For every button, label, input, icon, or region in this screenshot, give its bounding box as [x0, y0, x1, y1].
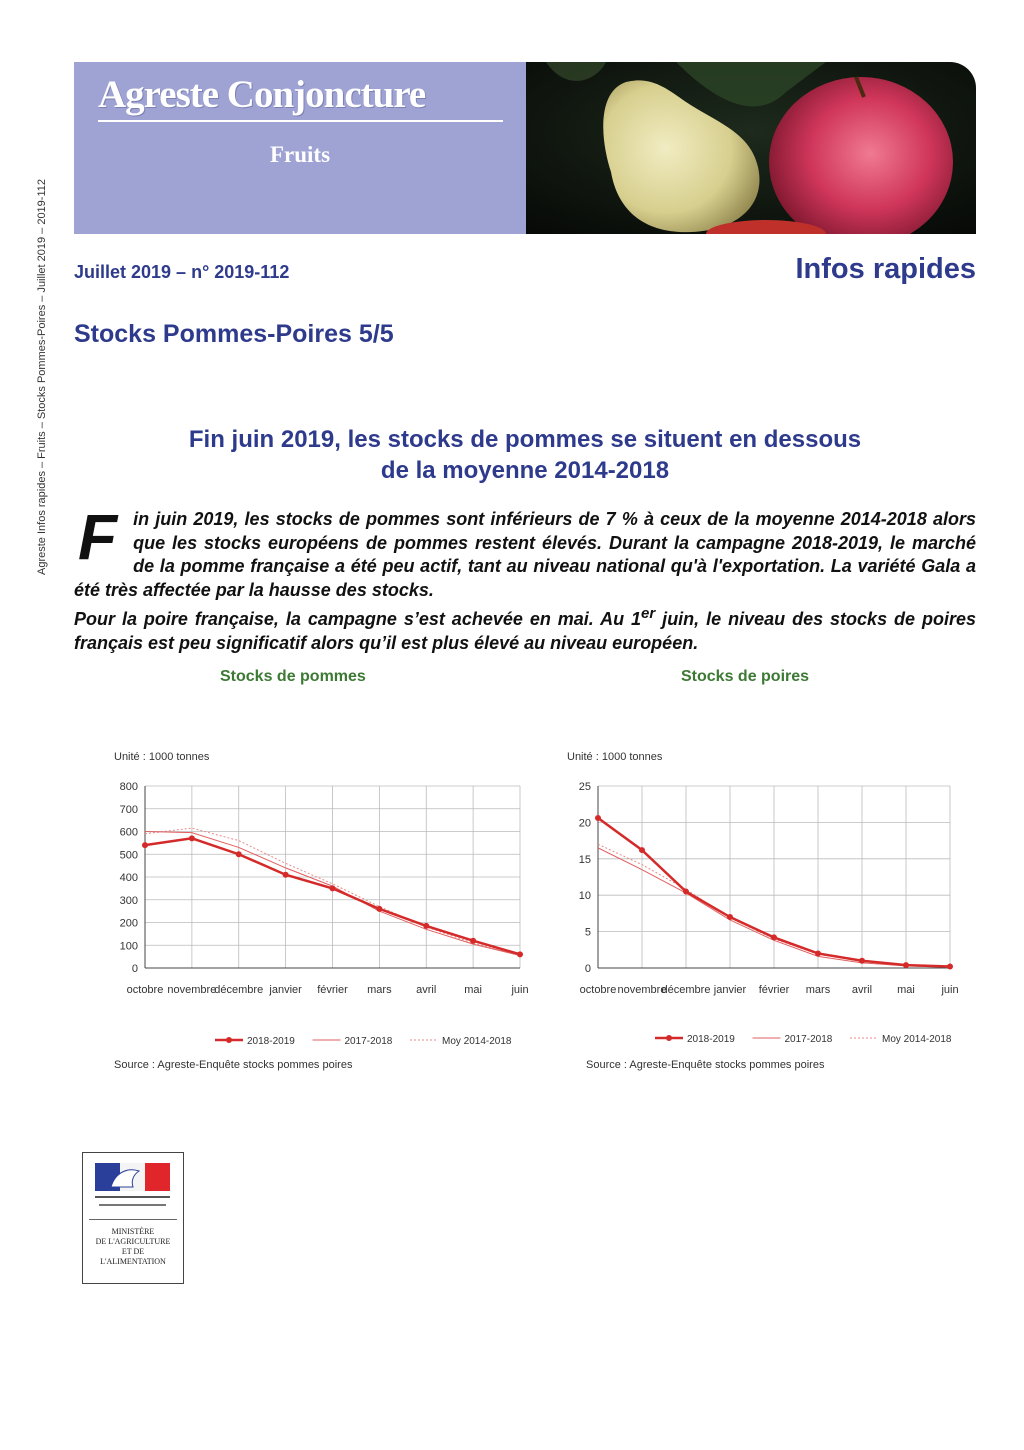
x-tick-label: janvier [713, 984, 747, 996]
unit-label: Unité : 1000 tonnes [567, 751, 663, 763]
x-tick-label: février [758, 984, 790, 996]
x-tick-label: janvier [269, 984, 302, 996]
data-point [236, 851, 242, 857]
legend-label: 2018-2019 [687, 1034, 735, 1045]
rubric-label: Fruits [269, 142, 331, 167]
y-tick-label: 25 [578, 781, 591, 793]
chart-svg [560, 740, 1000, 1080]
legend-marker [666, 1035, 672, 1041]
superscript-er: er [641, 605, 656, 622]
data-point [639, 847, 645, 853]
lead-text-2-end: juin, le niveau des stocks de poires français est peu significatif alors qu’il est plus élevé au niveau européen. [74, 609, 977, 653]
chart-stocks-pommes [100, 740, 540, 1085]
ministry-line-4: L'ALIMENTATION [100, 1257, 166, 1266]
lead-text-2 [74, 602, 976, 655]
y-tick-label: 800 [119, 781, 138, 793]
data-point [595, 815, 601, 821]
x-tick-label: mai [897, 984, 915, 996]
data-point [376, 906, 382, 912]
headline [100, 424, 950, 486]
x-tick-label: mars [367, 984, 392, 996]
data-point [470, 938, 476, 944]
x-tick-label: juin [941, 984, 959, 996]
data-point [771, 934, 777, 940]
data-point [727, 914, 733, 920]
x-tick-label: février [317, 984, 348, 996]
data-point [142, 842, 148, 848]
x-tick-label: novembre [617, 984, 667, 996]
x-tick-label: décembre [661, 984, 711, 996]
chart-title-pommes: Stocks de pommes [220, 668, 366, 685]
x-tick-label: octobre [579, 984, 617, 996]
x-tick-label: décembre [214, 984, 264, 996]
drop-cap: F [78, 501, 118, 573]
data-point [189, 835, 195, 841]
y-tick-label: 300 [119, 894, 138, 907]
y-tick-label: 0 [584, 963, 591, 975]
header-banner [74, 62, 976, 234]
data-point [947, 964, 953, 970]
section-title: Stocks Pommes-Poires 5/5 [74, 320, 394, 348]
agreste-logo: Agreste Conjoncture [98, 73, 426, 116]
headline-line-2: de la moyenne 2014-2018 [380, 457, 670, 484]
legend-label: Moy 2014-2018 [882, 1034, 952, 1045]
chart-stocks-poires [560, 740, 1000, 1085]
x-tick-label: mars [805, 984, 831, 996]
chart-svg [100, 740, 540, 1080]
ministry-name [85, 1227, 181, 1267]
y-tick-label: 600 [119, 826, 138, 839]
ministry-line-1: MINISTÈRE [111, 1227, 155, 1236]
ministry-line-2: DE L'AGRICULTURE [95, 1237, 171, 1246]
lead-text-1: in juin 2019, les stocks de pommes sont inférieurs de 7 % à ceux de la moyenne 2014-2018 alors que les stocks européens de pommes restent élevés. Durant la campagne 2018-2019, le marché de la pomme française a été peu actif, tant au niveau national qu'à l'exportation. La variété Gala a été très affectée par la hausse des stocks. [74, 509, 976, 600]
source-note: Source : Agreste-Enquête stocks pommes poires [114, 1059, 353, 1071]
x-tick-label: mai [464, 984, 482, 996]
fruit-photo [526, 62, 976, 234]
data-point [330, 885, 336, 891]
x-tick-label: novembre [167, 984, 217, 996]
unit-label: Unité : 1000 tonnes [114, 751, 210, 763]
x-tick-label: juin [511, 984, 529, 996]
y-tick-label: 400 [119, 872, 138, 884]
y-tick-label: 100 [119, 940, 138, 953]
data-point [903, 962, 909, 968]
x-tick-label: avril [416, 984, 437, 996]
ministry-logo [82, 1152, 184, 1284]
data-point [683, 889, 689, 895]
y-tick-label: 5 [584, 926, 591, 939]
source-note: Source : Agreste-Enquête stocks pommes poires [586, 1059, 825, 1071]
legend-label: 2017-2018 [784, 1034, 833, 1045]
marianne-emblem [83, 1153, 183, 1219]
data-point [859, 958, 865, 964]
banner-title-area [74, 62, 526, 234]
lead-paragraph [74, 501, 977, 655]
x-tick-label: octobre [126, 984, 164, 996]
legend-label: 2017-2018 [344, 1036, 393, 1047]
logo-underline [98, 120, 503, 122]
issue-number: Juillet 2019 – n° 2019-112 [74, 262, 290, 282]
side-running-text: Agreste Infos rapides – Fruits – Stocks Pommes-Poires – Juillet 2019 – 2019-112 [36, 179, 48, 575]
legend-marker [226, 1037, 232, 1043]
chart-title-poires: Stocks de poires [681, 668, 810, 685]
data-point [423, 923, 429, 929]
data-point [815, 950, 821, 956]
legend-label: Moy 2014-2018 [442, 1036, 512, 1047]
y-tick-label: 10 [578, 890, 591, 903]
lead-text-2-start: Pour la poire française, la campagne s’est achevée en mai. Au 1 [74, 609, 642, 629]
data-point [283, 872, 289, 878]
data-point [517, 951, 523, 957]
x-tick-label: avril [851, 984, 873, 996]
publication-type: Infos rapides [795, 253, 976, 285]
y-tick-label: 0 [131, 963, 138, 975]
ministry-line-3: ET DE [121, 1247, 145, 1256]
y-tick-label: 700 [119, 803, 138, 816]
y-tick-label: 200 [119, 917, 138, 930]
y-tick-label: 500 [119, 849, 138, 862]
y-tick-label: 20 [578, 817, 591, 830]
logo-divider [89, 1219, 177, 1220]
headline-line-1: Fin juin 2019, les stocks de pommes se situent en dessous [188, 426, 862, 453]
y-tick-label: 15 [578, 853, 591, 866]
legend-label: 2018-2019 [247, 1036, 295, 1047]
